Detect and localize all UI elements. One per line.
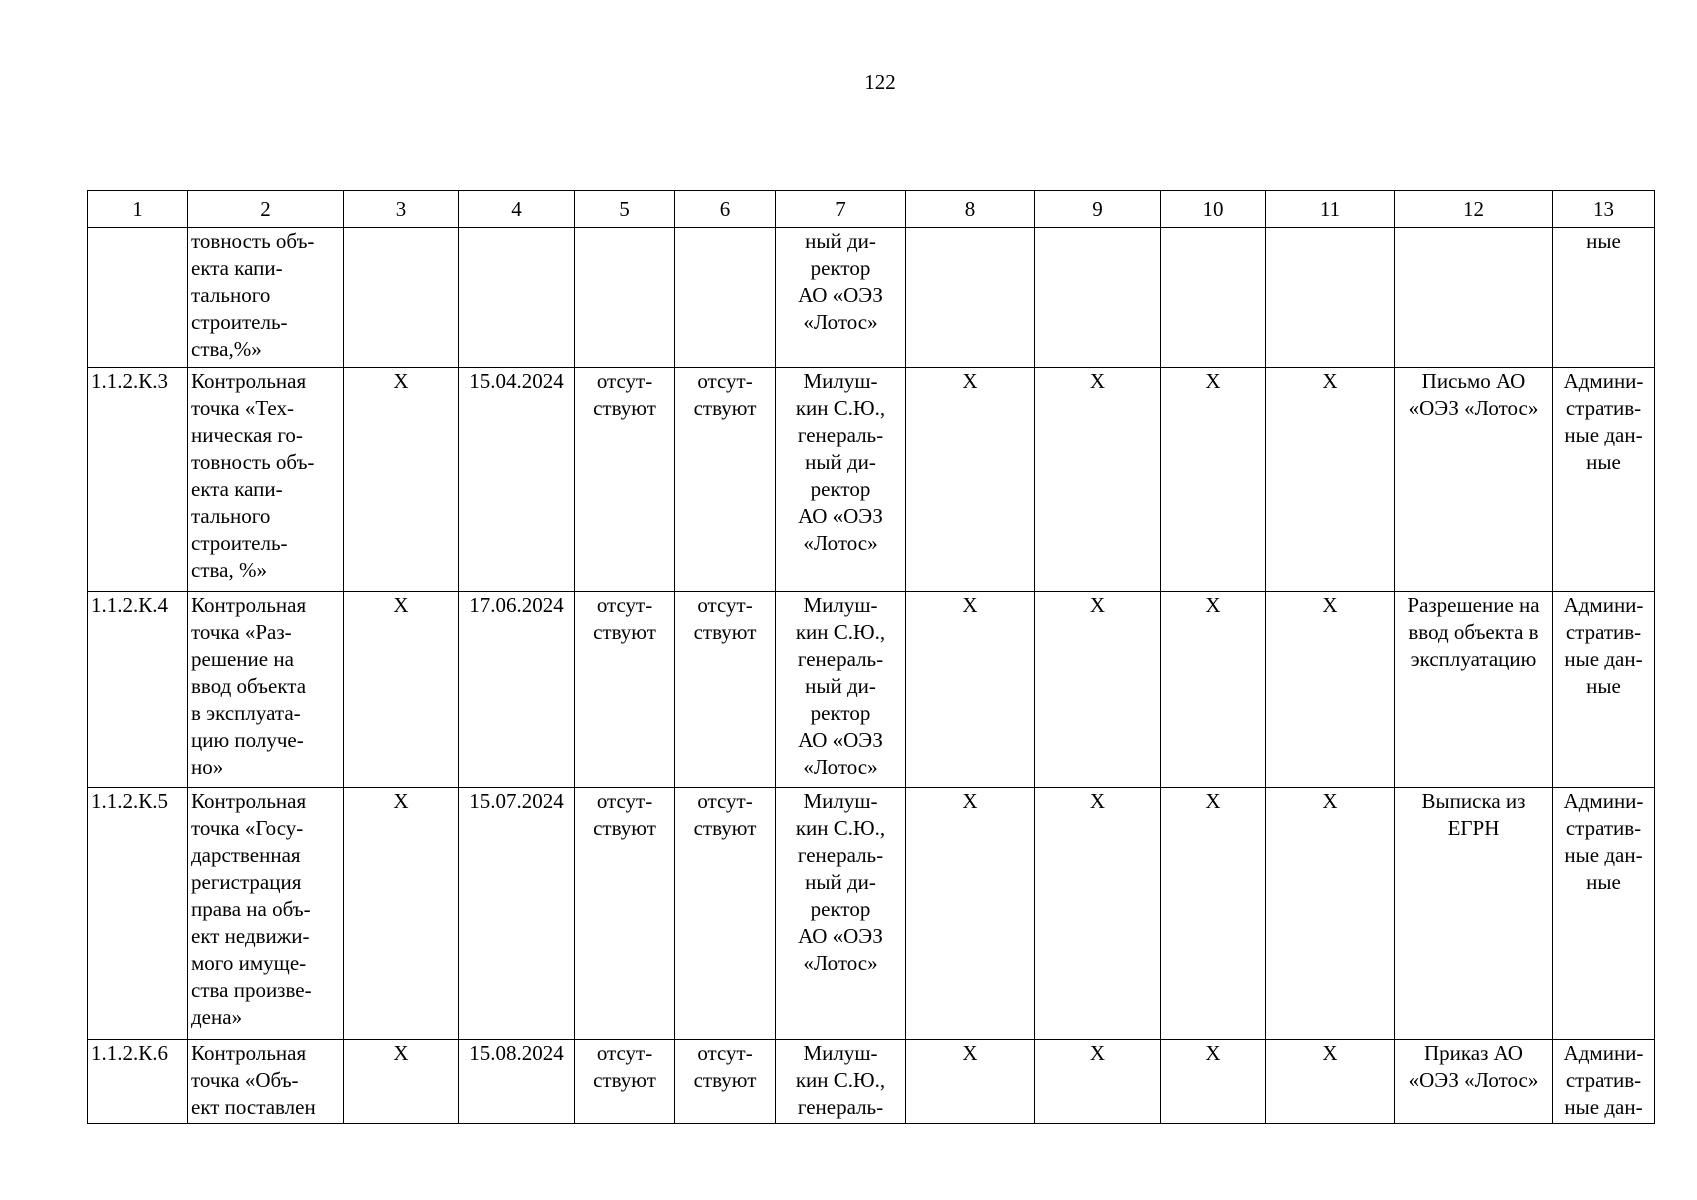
checkpoint-id: 1.1.2.К.4 — [88, 592, 188, 788]
confirming-document: Письмо АО «ОЭЗ «Лотос» — [1395, 368, 1553, 592]
checkpoint-date: 17.06.2024 — [459, 592, 575, 788]
cell-x: X — [344, 788, 459, 1040]
data-source: Админи- стратив- ные дан- ные — [1553, 788, 1655, 1040]
data-source: Админи- стратив- ные дан- — [1553, 1040, 1655, 1124]
cell-x: X — [1035, 368, 1161, 592]
column-number: 2 — [188, 191, 344, 228]
cell-absent: отсут- ствуют — [575, 788, 675, 1040]
cell-x: X — [1035, 788, 1161, 1040]
responsible-person: Милуш- кин С.Ю., генераль- ный ди- ректор АО «ОЭЗ «Лотос» — [776, 788, 906, 1040]
cell-absent: отсут- ствуют — [575, 592, 675, 788]
column-number: 11 — [1266, 191, 1395, 228]
column-number: 6 — [675, 191, 776, 228]
checkpoint-date: 15.07.2024 — [459, 788, 575, 1040]
cell-absent: отсут- ствуют — [675, 1040, 776, 1124]
cell-x: X — [1035, 1040, 1161, 1124]
confirming-document: Выписка из ЕГРН — [1395, 788, 1553, 1040]
cell-absent: отсут- ствуют — [675, 788, 776, 1040]
indicator-table — [87, 190, 1655, 1124]
cell-x: X — [1161, 592, 1266, 788]
checkpoint-name: Контрольная точка «Тех- ническая го- товность объ- екта капи- тального строитель- ства, %» — [188, 368, 344, 592]
page-number: 122 — [864, 70, 896, 94]
column-number: 5 — [575, 191, 675, 228]
cell-x: X — [1266, 788, 1395, 1040]
checkpoint-name: товность объ- екта капи- тального строитель- ства,%» — [188, 228, 344, 368]
column-number: 4 — [459, 191, 575, 228]
responsible-person: Милуш- кин С.Ю., генераль- ный ди- ректор АО «ОЭЗ «Лотос» — [776, 592, 906, 788]
cell-x: X — [1161, 368, 1266, 592]
cell-x: X — [1035, 592, 1161, 788]
checkpoint-id: 1.1.2.К.5 — [88, 788, 188, 1040]
responsible-person: Милуш- кин С.Ю., генераль- ный ди- ректор АО «ОЭЗ «Лотос» — [776, 368, 906, 592]
checkpoint-name: Контрольная точка «Госу- дарственная регистрация права на объ- ект недвижи- мого имуще- ства произве- дена» — [188, 788, 344, 1040]
column-number: 1 — [88, 191, 188, 228]
cell-x: X — [906, 368, 1035, 592]
checkpoint-id: 1.1.2.К.3 — [88, 368, 188, 592]
cell-x: X — [906, 788, 1035, 1040]
responsible-person: Милуш- кин С.Ю., генераль- — [776, 1040, 906, 1124]
checkpoint-id: 1.1.2.К.6 — [88, 1040, 188, 1124]
confirming-document: Приказ АО «ОЭЗ «Лотос» — [1395, 1040, 1553, 1124]
cell-x: X — [344, 368, 459, 592]
data-source: Админи- стратив- ные дан- ные — [1553, 368, 1655, 592]
checkpoint-date: 15.08.2024 — [459, 1040, 575, 1124]
column-number: 7 — [776, 191, 906, 228]
cell-x: X — [906, 592, 1035, 788]
cell-x: X — [344, 1040, 459, 1124]
table-row — [88, 592, 1655, 788]
cell-x: X — [1266, 592, 1395, 788]
responsible-person: ный ди- ректор АО «ОЭЗ «Лотос» — [776, 228, 906, 368]
checkpoint-name: Контрольная точка «Раз- решение на ввод объекта в эксплуата- цию получе- но» — [188, 592, 344, 788]
column-number: 8 — [906, 191, 1035, 228]
cell-x: X — [344, 592, 459, 788]
column-number: 9 — [1035, 191, 1161, 228]
cell-x: X — [1266, 1040, 1395, 1124]
cell-x: X — [906, 1040, 1035, 1124]
continuation-row — [88, 228, 1655, 368]
cell-absent: отсут- ствуют — [575, 1040, 675, 1124]
table-row — [88, 1040, 1655, 1124]
column-number: 10 — [1161, 191, 1266, 228]
cell-x: X — [1161, 1040, 1266, 1124]
cell-x: X — [1266, 368, 1395, 592]
cell-absent: отсут- ствуют — [575, 368, 675, 592]
column-number: 13 — [1553, 191, 1655, 228]
cell-absent: отсут- ствуют — [675, 592, 776, 788]
table-header — [88, 191, 1655, 228]
cell-x: X — [1161, 788, 1266, 1040]
checkpoint-name: Контрольная точка «Объ- ект поставлен — [188, 1040, 344, 1124]
data-source: Админи- стратив- ные дан- ные — [1553, 592, 1655, 788]
checkpoint-date: 15.04.2024 — [459, 368, 575, 592]
table-row — [88, 368, 1655, 592]
column-number: 3 — [344, 191, 459, 228]
data-source: ные — [1553, 228, 1655, 368]
column-number: 12 — [1395, 191, 1553, 228]
table-row — [88, 788, 1655, 1040]
confirming-document: Разрешение на ввод объекта в эксплуатацию — [1395, 592, 1553, 788]
cell-absent: отсут- ствуют — [675, 368, 776, 592]
